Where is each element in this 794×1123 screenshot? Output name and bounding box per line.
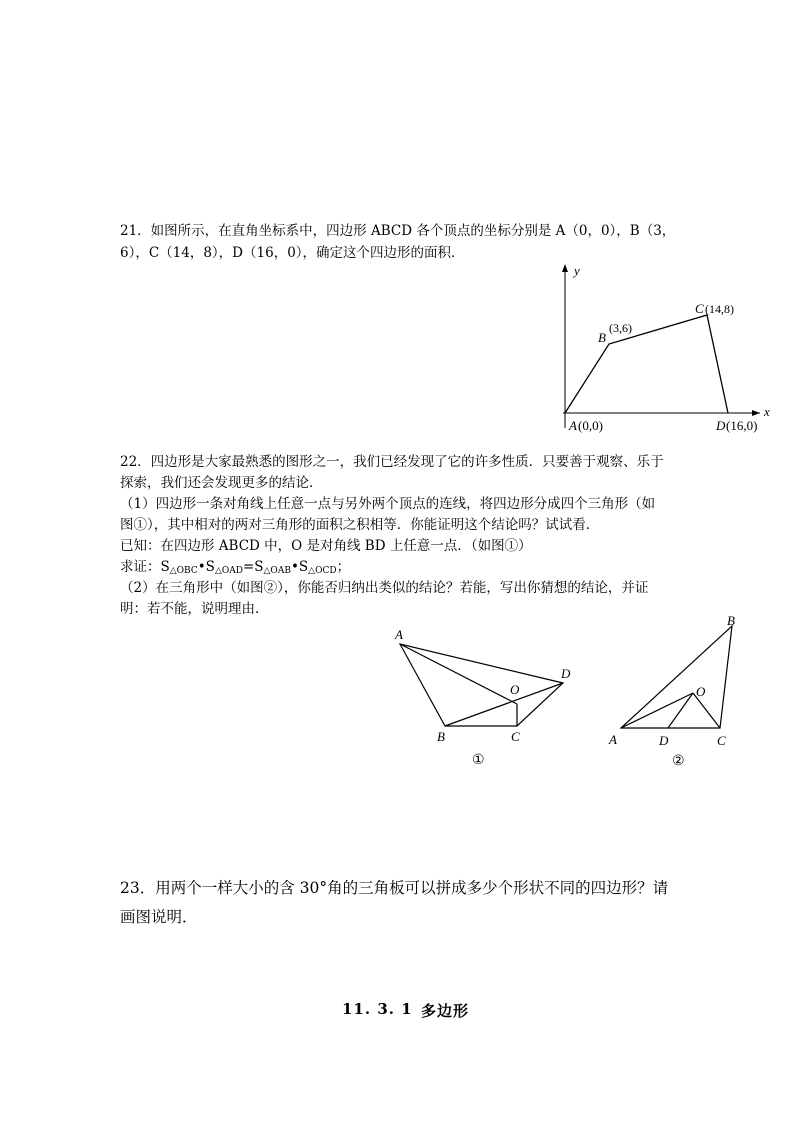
- prove-suffix: ；: [336, 559, 351, 575]
- segment-ao: [621, 693, 693, 728]
- prove-prefix: 求证：S: [120, 559, 170, 575]
- q21-line-2: 6），C（14，8），D（16，0），确定这个四边形的面积．: [120, 245, 465, 261]
- fig1-label-a: A: [395, 627, 403, 642]
- fig2-label-a: A: [609, 732, 617, 747]
- fig1-label-c: C: [511, 729, 520, 744]
- dot-op-2: •S: [290, 559, 309, 575]
- diagonal-bd: [445, 683, 563, 726]
- fig1-label-b: B: [437, 729, 445, 744]
- q22-line-4: 图①），其中相对的两对三角形的面积之积相等．你能证明这个结论吗？试试看．: [120, 517, 600, 533]
- area-oad: △OAD: [214, 566, 243, 576]
- q22-line-7: （2）在三角形中（如图②），你能否归纳出类似的结论？若能，写出你猜想的结论，并证: [120, 580, 649, 596]
- y-axis-label: y: [574, 263, 580, 278]
- triangle-abc: [621, 626, 732, 728]
- fig2-label-b: B: [727, 613, 735, 628]
- fig1-caption: ①: [472, 753, 485, 768]
- vertex-b-coord: (3,6): [609, 321, 632, 335]
- area-obc: △OBC: [169, 566, 198, 576]
- vertex-a-coord: (0,0): [578, 418, 603, 433]
- fig2-label-c: C: [717, 733, 726, 748]
- fig2-caption: ②: [672, 754, 685, 769]
- fig2-label-d: D: [659, 733, 669, 748]
- vertex-c-label: C: [695, 301, 704, 316]
- fig1-label-o: O: [510, 682, 520, 697]
- section-number: 11. 3. 1: [342, 1000, 413, 1018]
- q22-line-8: 明：若不能，说明理由．: [120, 601, 269, 617]
- figure-1-quadrilateral: [385, 620, 585, 780]
- fig2-label-o: O: [696, 684, 706, 699]
- area-ocd: △OCD: [308, 566, 337, 576]
- vertex-c-coord: (14,8): [705, 302, 734, 316]
- y-axis-arrow-icon: [562, 264, 568, 272]
- vertex-b-label: B: [598, 330, 606, 345]
- q23-line-1: 23．用两个一样大小的含 30°角的三角板可以拼成多少个形状不同的四边形？请: [120, 879, 669, 897]
- segment-do: [668, 693, 693, 728]
- q21-coordinate-figure: [545, 258, 775, 438]
- vertex-d-coord: (16,0): [726, 418, 758, 433]
- figure-2-triangle: [605, 612, 755, 777]
- q22-line-1: 22．四边形是大家最熟悉的图形之一，我们已经发现了它的许多性质．只要善于观察、乐于: [120, 454, 664, 470]
- fig1-label-d: D: [561, 666, 571, 681]
- equals-op: =S: [242, 559, 264, 575]
- dot-op-1: •S: [197, 559, 215, 575]
- quadrilateral-abcd: [565, 315, 728, 413]
- area-oab: △OAB: [263, 566, 291, 576]
- q22-line-3: （1）四边形一条对角线上任意一点与另外两个顶点的连线，将四边形分成四个三角形（如: [120, 496, 656, 512]
- section-title: 多边形: [421, 1002, 470, 1020]
- q23-line-2: 画图说明．: [120, 908, 198, 926]
- vertex-d-label: D: [716, 418, 726, 433]
- q22-line-5: 已知：在四边形 ABCD 中，O 是对角线 BD 上任意一点．（如图①）: [120, 538, 532, 554]
- q21-line-1: 21．如图所示，在直角坐标系中，四边形 ABCD 各个顶点的坐标分别是 A（0，0），B（3，: [120, 223, 676, 239]
- x-axis-arrow-icon: [752, 410, 760, 416]
- q22-line-2: 探索，我们还会发现更多的结论．: [120, 475, 323, 491]
- x-axis-label: x: [764, 404, 770, 419]
- vertex-a-label: A: [569, 418, 577, 433]
- segment-ao: [400, 644, 517, 704]
